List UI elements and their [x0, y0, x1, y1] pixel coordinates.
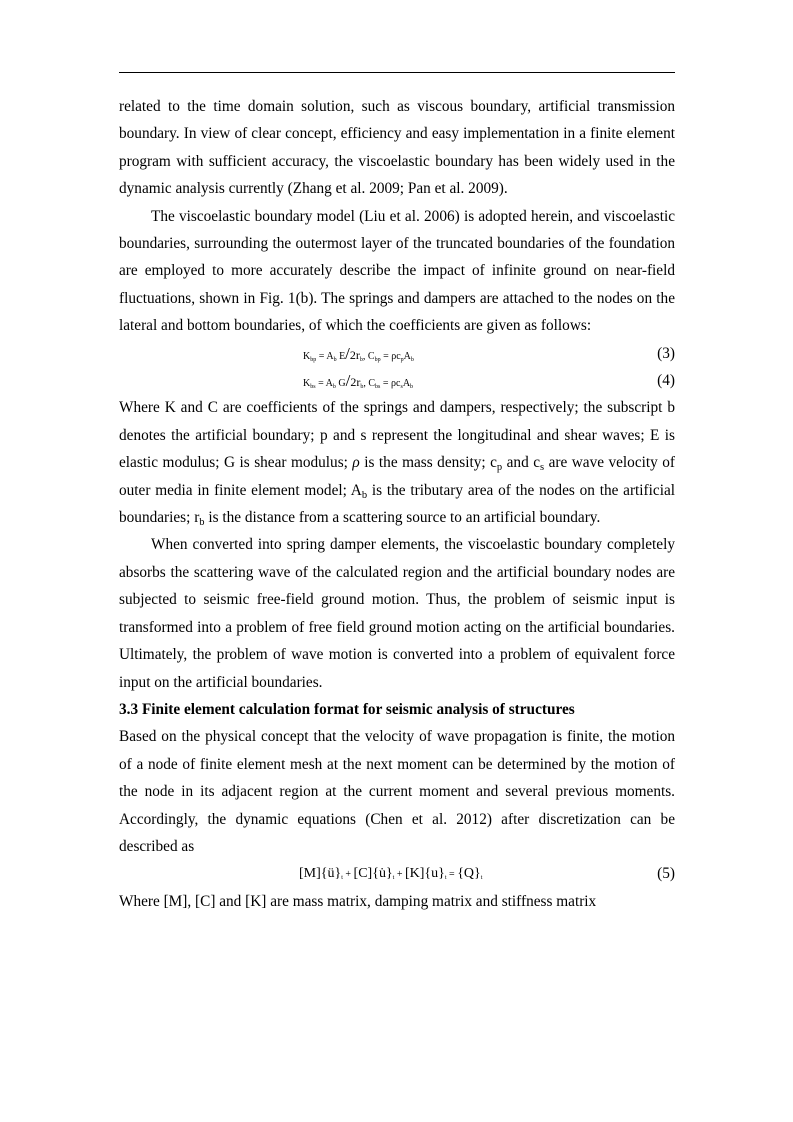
equation-4 [119, 367, 675, 394]
section-heading: 3.3 Finite element calculation format for seismic analysis of structures [119, 700, 575, 718]
header-rule [119, 72, 675, 73]
equation-5-expression: $[M]\{ü\}_t$ + $[C]\{u̇\}_t + [K]\{u\}_t = \{Q\}_t$ [299, 866, 483, 882]
equation-5 [119, 860, 675, 887]
paragraph-1: related to the time domain solution, such as viscous boundary, artificial transmission boundary. In view of clear concept, efficiency and easy implementation in a finite element program with sufficient accuracy, the viscoelastic boundary has been widely used in the dynamic analysis currently (Zhang et al. 2009; Pan et al. 2009). [119, 98, 675, 198]
paragraph-4: When converted into spring damper elements, the viscoelastic boundary completely absorbs the scattering wave of the calculated region and the artificial boundary nodes are subjected to seismic free-field ground motion. Thus, the problem of seismic input is transformed into a problem of free field ground motion acting on the artificial boundaries. Ultimately, the problem of wave motion is converted into a problem of equivalent force input on the artificial boundaries. [119, 536, 675, 691]
equation-3-expression: $K_{bp} = A_b$ $E/2r_b$, $C_{bp} = \rho c_pA_b$ [303, 343, 414, 363]
paragraph-3: Where K and C are coefficients of the springs and dampers, respectively; the subscript b denotes the artificial boundary; p and s represent the longitudinal and shear waves; E is elastic modulus; G is shear modulus; ρ is the mass density; $c_p$ and $c_s$ are wave velocity of outer media in finite element model; $A_b$ is the tributary area of the nodes on the artificial boundaries; $r_b$ is the distance from a scattering source to an artificial boundary. [119, 399, 675, 529]
paragraph-2: The viscoelastic boundary model (Liu et al. 2006) is adopted herein, and viscoelastic boundaries, surrounding the outermost layer of the truncated boundaries of the foundation are employed to more accurately describe the impact of infinite ground on near-field fluctuations, shown in Fig. 1(b). The springs and dampers are attached to the nodes on the lateral and bottom boundaries, of which the coefficients are given as follows: [119, 207, 675, 335]
equation-4-expression: $K_{bs} = A_b$ $G/2r_b$, $C_{bs} = \rho c_sA_b$ [303, 371, 414, 391]
equation-5-number: (5) [657, 865, 675, 883]
paragraph-5: Based on the physical concept that the velocity of wave propagation is finite, the motion of a node of finite element mesh at the next moment can be determined by the motion of the node in its adjacent region at the current moment and several previous moments. Accordingly, the dynamic equations (Chen et al. 2012) after discretization can be described as [119, 728, 675, 855]
paragraph-6: Where [M], [C] and [K] are mass matrix, damping matrix and stiffness matrix [119, 892, 597, 910]
page-body [119, 93, 675, 915]
equation-3 [119, 340, 675, 367]
equation-4-number: (4) [657, 372, 675, 390]
equation-3-number: (3) [657, 344, 675, 362]
